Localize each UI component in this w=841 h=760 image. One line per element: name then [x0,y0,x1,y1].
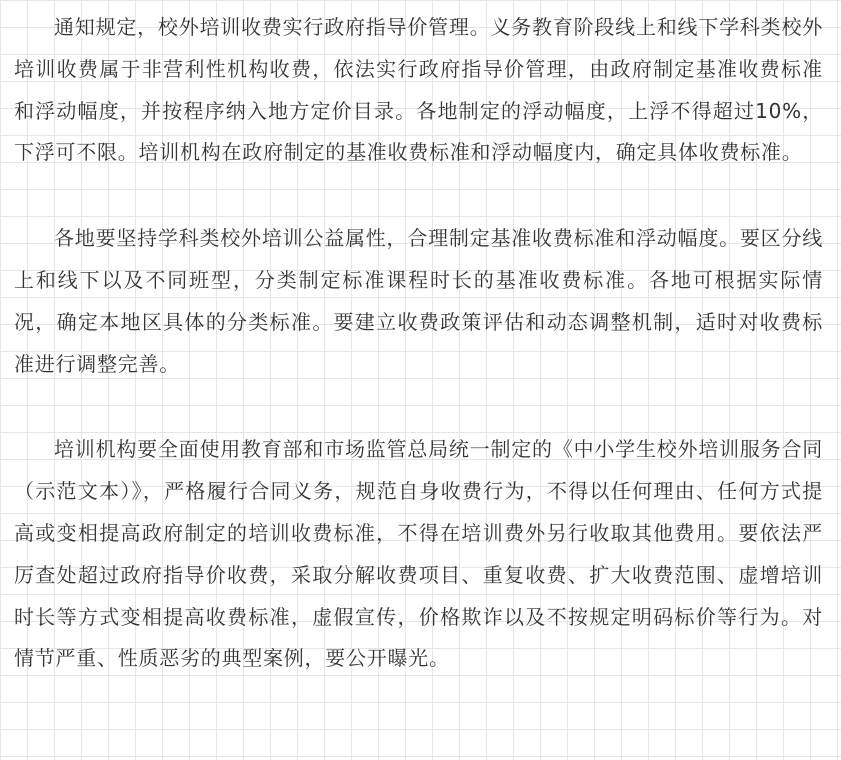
paragraph-fee-guidance: 通知规定，校外培训收费实行政府指导价管理。义务教育阶段线上和线下学科类校外培训收费属于非营利性机构收费，依法实行政府指导价管理，由政府制定基准收费标准和浮动幅度，并按程序纳入地方定价目录。各地制定的浮动幅度，上浮不得超过10%，下浮可不限。培训机构在政府制定的基准收费标准和浮动幅度内，确定具体收费标准。 [14,15,823,165]
paragraph-contract-enforcement: 培训机构要全面使用教育部和市场监管总局统一制定的《中小学生校外培训服务合同（示范文本）》，严格履行合同义务，规范自身收费行为，不得以任何理由、任何方式提高或变相提高政府制定的培训收费标准，不得在培训费外另行收取其他费用。要依法严厉查处超过政府指导价收费，采取分解收费项目、重复收费、扩大收费范围、虚增培训时长等方式变相提高收费标准，虚假宣传，价格欺诈以及不按规定明码标价等行为。对情节严重、性质恶劣的典型案例，要公开曝光。 [14,437,823,671]
paragraph-public-welfare: 各地要坚持学科类校外培训公益属性，合理制定基准收费标准和浮动幅度。要区分线上和线下以及不同班型，分类制定标准课程时长的基准收费标准。各地可根据实际情况，确定本地区具体的分类标准。要建立收费政策评估和动态调整机制，适时对收费标准进行调整完善。 [14,226,823,376]
